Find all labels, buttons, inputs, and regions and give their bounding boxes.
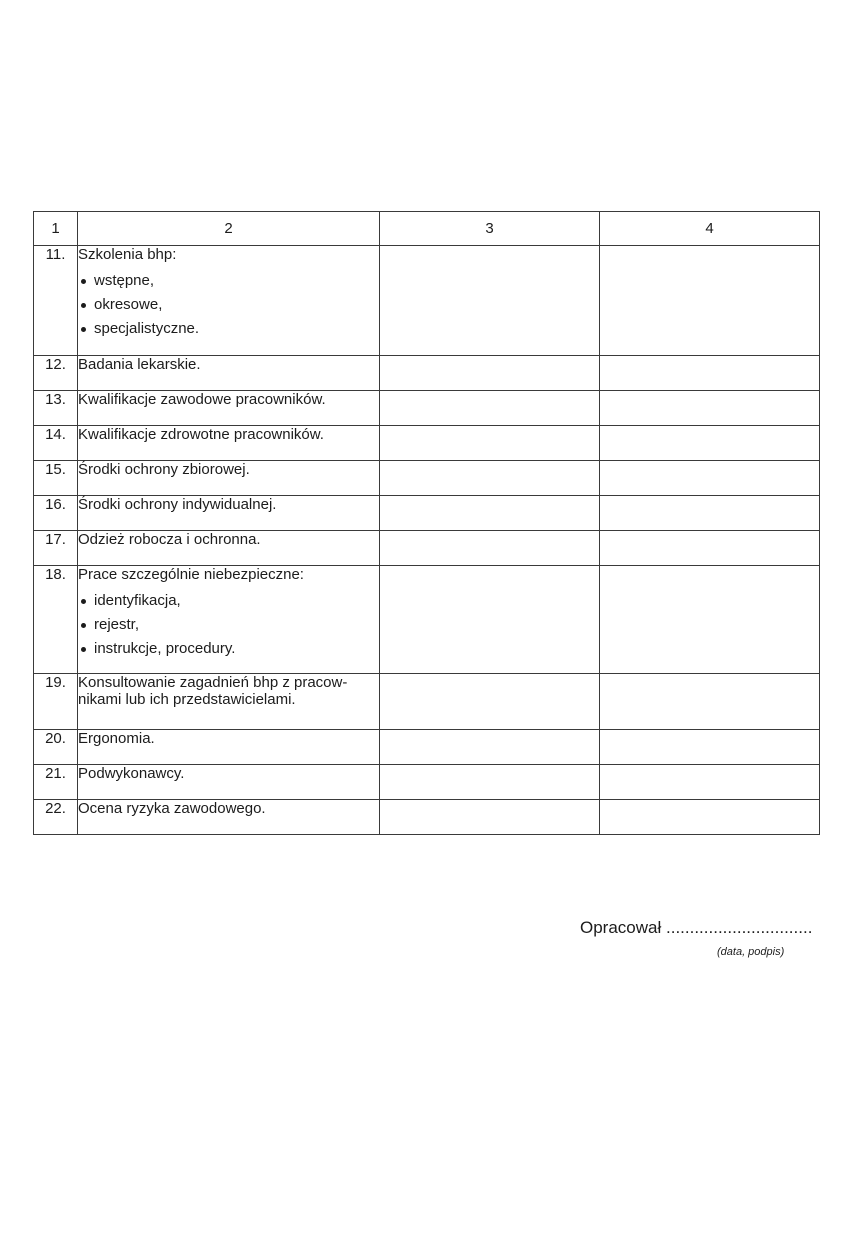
cell-col4 (600, 730, 820, 765)
cell-col4 (600, 426, 820, 461)
prepared-by-line (580, 918, 812, 938)
row-number: 22. (34, 800, 78, 835)
cell-col3 (380, 246, 600, 356)
cell-col3 (380, 461, 600, 496)
table-row (34, 246, 820, 356)
table-row (34, 730, 820, 765)
table-row (34, 391, 820, 426)
row-number: 17. (34, 531, 78, 566)
cell-col4 (600, 356, 820, 391)
table-row (34, 426, 820, 461)
row-description: Ocena ryzyka zawodowego. (78, 800, 380, 835)
row-description: Podwykonawcy. (78, 765, 380, 800)
cell-col4 (600, 246, 820, 356)
row-number: 12. (34, 356, 78, 391)
cell-col3 (380, 496, 600, 531)
signature-dots: ............................... (666, 918, 813, 937)
cell-col3 (380, 800, 600, 835)
signature-note: (data, podpis) (717, 946, 785, 958)
row-description (78, 566, 380, 674)
cell-col3 (380, 426, 600, 461)
row-number: 13. (34, 391, 78, 426)
prepared-by-label: Opracował (580, 918, 662, 937)
cell-col4 (600, 566, 820, 674)
table-row (34, 674, 820, 730)
row-number: 15. (34, 461, 78, 496)
table-row (34, 566, 820, 674)
row-label: Konsultowanie zagadnień bhp z pracow- (78, 674, 348, 691)
row-description: Środki ochrony zbiorowej. (78, 461, 380, 496)
cell-col4 (600, 531, 820, 566)
row-number: 14. (34, 426, 78, 461)
cell-col4 (600, 765, 820, 800)
table-row (34, 531, 820, 566)
cell-col4 (600, 461, 820, 496)
col-header-4: 4 (600, 212, 820, 246)
cell-col4 (600, 800, 820, 835)
row-description: Kwalifikacje zawodowe pracowników. (78, 391, 380, 426)
cell-col3 (380, 730, 600, 765)
table-row (34, 356, 820, 391)
cell-col4 (600, 391, 820, 426)
row-description: Środki ochrony indywidualnej. (78, 496, 380, 531)
table-row (34, 496, 820, 531)
bullet-item: specjalistyczne. (78, 317, 379, 341)
cell-col3 (380, 531, 600, 566)
cell-col3 (380, 356, 600, 391)
table-row (34, 800, 820, 835)
row-number: 20. (34, 730, 78, 765)
bullet-item: okresowe, (78, 293, 379, 317)
col-header-2: 2 (78, 212, 380, 246)
row-description: Ergonomia. (78, 730, 380, 765)
header-row (34, 212, 820, 246)
row-description: Odzież robocza i ochronna. (78, 531, 380, 566)
bullet-item: identyfikacja, (78, 589, 379, 613)
col-header-3: 3 (380, 212, 600, 246)
cell-col4 (600, 674, 820, 730)
cell-col3 (380, 391, 600, 426)
row-description: Kwalifikacje zdrowotne pracowników. (78, 426, 380, 461)
row-label: Prace szczególnie niebezpieczne: (78, 566, 304, 583)
row-number: 18. (34, 566, 78, 674)
cell-col3 (380, 674, 600, 730)
bullet-item: instrukcje, procedury. (78, 637, 379, 661)
bullet-list (78, 589, 379, 661)
row-number: 19. (34, 674, 78, 730)
col-header-1: 1 (34, 212, 78, 246)
row-description (78, 674, 380, 730)
bhp-checklist-table (33, 211, 820, 835)
row-label-continuation: nikami lub ich przedstawicielami. (78, 691, 296, 708)
row-label: Szkolenia bhp: (78, 246, 177, 263)
row-number: 16. (34, 496, 78, 531)
table-row (34, 461, 820, 496)
row-description (78, 246, 380, 356)
bullet-item: rejestr, (78, 613, 379, 637)
row-number: 11. (34, 246, 78, 356)
cell-col4 (600, 496, 820, 531)
table-row (34, 765, 820, 800)
row-description: Badania lekarskie. (78, 356, 380, 391)
cell-col3 (380, 566, 600, 674)
cell-col3 (380, 765, 600, 800)
row-number: 21. (34, 765, 78, 800)
bullet-list (78, 269, 379, 341)
bullet-item: wstępne, (78, 269, 379, 293)
